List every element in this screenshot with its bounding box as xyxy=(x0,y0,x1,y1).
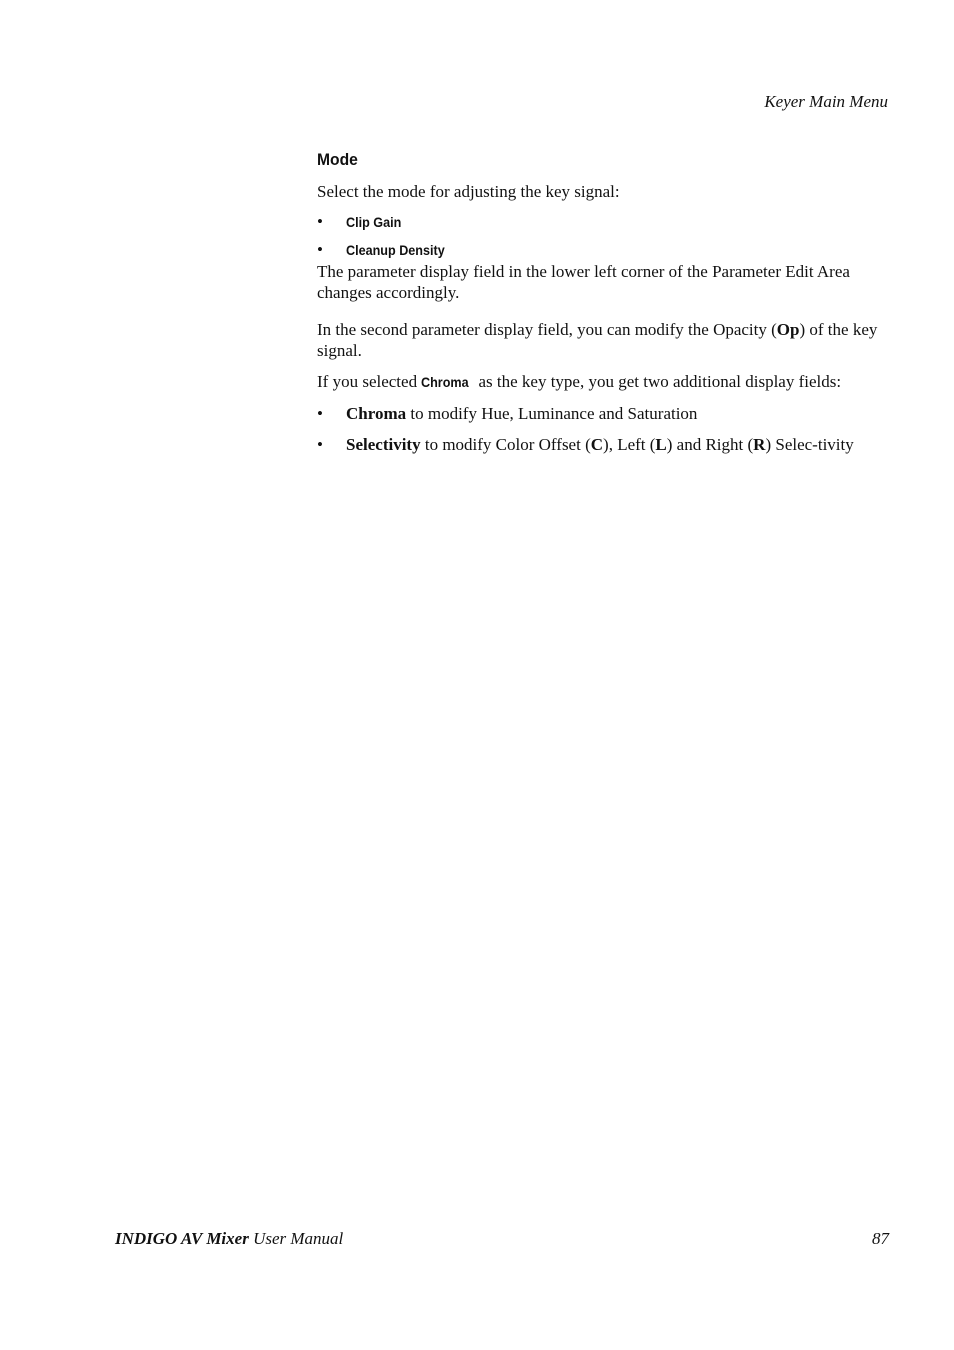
color-offset-term: C xyxy=(590,435,604,454)
footer-product-name: INDIGO AV Mixer xyxy=(115,1229,249,1248)
bullet-icon: • xyxy=(317,240,323,259)
selectivity-text-3: ) and Right ( xyxy=(666,435,754,454)
selectivity-text-4: ) Selec-tivity xyxy=(765,435,854,454)
parameter-area-paragraph: The parameter display field in the lower left corner of the Parameter Edit Area changes accordingly. xyxy=(317,262,850,302)
footer-manual-label: User Manual xyxy=(248,1229,344,1248)
bullet-icon: • xyxy=(317,212,323,231)
intro-paragraph: Select the mode for adjusting the key signal: xyxy=(317,182,620,201)
opacity-text-pre: In the second parameter display field, you can modify the Opacity ( xyxy=(317,320,777,339)
main-content xyxy=(317,148,889,455)
chroma-condition-pre: If you selected xyxy=(317,372,422,391)
page-number: 87 xyxy=(872,1229,889,1248)
chroma-field-text: to modify Hue, Luminance and Saturation xyxy=(406,404,698,423)
list-item xyxy=(317,403,889,424)
chroma-condition-paragraph xyxy=(317,371,889,393)
mode-clip-gain: Clip Gain xyxy=(346,214,402,230)
left-term: L xyxy=(655,435,667,454)
selectivity-text-2: ), Left ( xyxy=(603,435,656,454)
running-header: Keyer Main Menu xyxy=(764,92,888,111)
page-footer xyxy=(115,1229,889,1249)
display-field-list xyxy=(317,403,889,455)
mode-list xyxy=(317,211,889,261)
list-item xyxy=(317,239,889,261)
section-heading: Mode xyxy=(317,150,358,169)
chroma-field-term: Chroma xyxy=(346,404,407,423)
right-term: R xyxy=(753,435,766,454)
list-item xyxy=(317,211,889,233)
selectivity-text-1: to modify Color Offset ( xyxy=(420,435,591,454)
selectivity-field-term: Selectivity xyxy=(346,435,421,454)
bullet-icon: • xyxy=(317,435,323,454)
list-item xyxy=(317,434,889,455)
opacity-paragraph xyxy=(317,319,889,361)
chroma-condition-post: as the key type, you get two additional display fields: xyxy=(474,372,842,391)
mode-cleanup-density: Cleanup Density xyxy=(346,242,445,258)
opacity-text-post: ) of the key signal. xyxy=(317,320,878,360)
chroma-key-type-term: Chroma xyxy=(421,374,469,390)
bullet-icon: • xyxy=(317,404,323,423)
opacity-term: Op xyxy=(776,320,800,339)
